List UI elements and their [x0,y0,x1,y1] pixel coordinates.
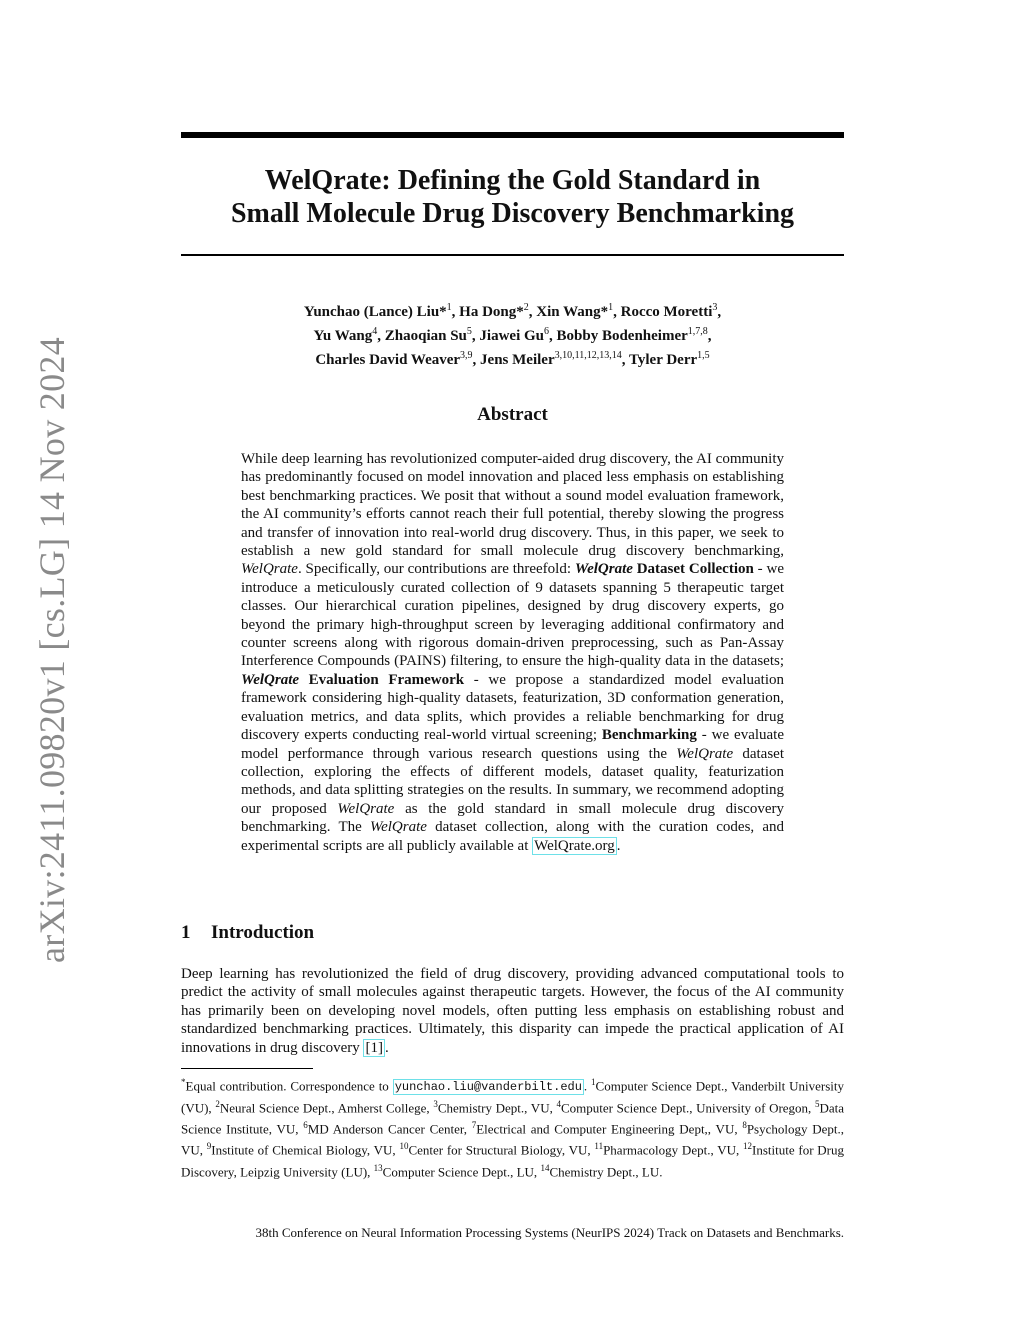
benchmarking-label: Benchmarking [601,727,697,744]
abstract-text: . [616,837,621,854]
affiliation-text: Data Science Institute, VU, [181,1100,844,1137]
intro-text: Deep learning has revolutionized the field of drug discovery, providing advanced computational tools to predict the activity of small molecules against therapeutic targets. However, the focus of the AI community has primarily been on developing novel models, often putting less emphasis on establishing robust and standardized benchmarking practices. Ultimately, this disparity can impede the practical application of AI innovations in drug discovery [181,966,844,1056]
title-top-rule [181,132,844,138]
affiliation-text: Chemistry Dept., LU. [549,1163,663,1179]
author-affiliation: 1 [608,302,614,313]
affiliation-number: 5 [814,1099,820,1110]
author-affiliation: 6 [544,326,549,337]
paper-title [181,164,844,230]
affiliation-number: 4 [556,1099,561,1110]
affiliation-number: 7 [471,1120,477,1131]
abstract-heading: Abstract [477,404,548,425]
abstract-text: dataset collection, along with the curation codes, and experimental scripts are all publicly available at [241,819,784,854]
introduction-paragraph [181,965,844,1057]
author-name: Yunchao (Lance) Liu* [303,304,447,320]
abstract-text: - we introduce a meticulously curated collection of 9 datasets spanning 5 therapeutic target classes. Our hierarchical curation pipelines, designed by drug discovery experts, go beyond the primary high-throughput screen by leveraging additional confirmatory and counter screens along with rigorous domain-driven preprocessing, such as Pan-Assay Interference Compounds (PAINS) filtering, to ensure the high-quality data in the datasets; [241,561,784,670]
author-line-3: Charles David Weaver$^{3,9}$, Jens Meiler$^{3,10,11,12,13,14}$, Tyler Derr$^{1,5}$ [315,350,710,368]
affiliation-number: 2 [215,1099,220,1110]
affiliation-number: 9 [206,1141,212,1152]
author-list [181,298,844,370]
correspondence-email-link[interactable]: yunchao.liu@vanderbilt.edu [394,1080,582,1095]
abstract-text: - we evaluate model performance through various research questions using the [241,727,785,762]
author-name: Charles David Weaver [315,352,461,368]
venue-footer: 38th Conference on Neural Information Processing Systems (NeurIPS 2024) Track on Datasets and Benchmarks. [255,1225,844,1240]
author-affiliation: 1,7,8 [687,326,708,337]
affiliation-text: Institute for Drug Discovery, Leipzig University (LU), [181,1142,845,1179]
author-affiliation: 3,10,11,12,13,14 [554,350,622,361]
footnote [181,1074,844,1181]
footnote-text: . [583,1078,592,1094]
author-affiliation: 4 [372,326,378,337]
affiliation-text: Computer Science Dept., University of Oregon, [560,1100,815,1116]
author-affiliation: 3 [712,302,718,313]
arxiv-side-stamp: arXiv:2411.09820v1 [cs.LG] 14 Nov 2024 [32,337,72,963]
affiliation-number: 14 [540,1162,550,1173]
section-heading-introduction [181,922,314,944]
author-affiliation: 1,5 [697,350,710,361]
author-name: Zhaoqian Su [384,328,467,344]
affiliation-text: Computer Science Dept., LU, [382,1163,541,1179]
abstract-text: dataset collection, exploring the effects of different models, dataset quality, featurization methods, and data splitting strategies on the results. In summary, we recommend adopting our proposed [241,745,784,817]
welqrate-italic: WelQrate [241,561,298,578]
author-name: Bobby Bodenheimer [556,328,688,344]
affiliation-number: 11 [594,1141,604,1152]
affiliation-number: 10 [399,1141,409,1152]
affiliation-text: Institute of Chemical Biology, VU, [211,1142,400,1158]
author-name: Ha Dong* [459,304,524,320]
dataset-collection-label: Dataset Collection [632,561,754,578]
affiliation-number: 8 [742,1120,747,1131]
title-line-1: WelQrate: Defining the Gold Standard in [264,165,761,196]
author-name: Xin Wang* [536,304,609,320]
footnote-marker: * [181,1077,186,1087]
author-name: Tyler Derr [628,352,698,368]
footnote-rule [181,1068,313,1069]
intro-text: . [384,1039,389,1056]
author-affiliation: 1 [446,302,452,313]
affiliation-text: Center for Structural Biology, VU, [408,1142,595,1158]
abstract-text: as the gold standard in small molecule drug discovery benchmarking. The [241,800,784,836]
abstract-text: While deep learning has revolutionized computer-aided drug discovery, the AI community has predominantly focused on model innovation and placed less emphasis on establishing best benchmarking practices. We posit that without a sound model evaluation framework, the AI community’s efforts cannot reach their full potential, thereby slowing the progress and transfer of innovation into real-world drug discovery. Thus, in this paper, we seek to establish a new gold standard for small molecule drug discovery benchmarking, [241,451,784,560]
author-affiliation: 2 [523,302,529,313]
author-name: Rocco Moretti [620,304,713,320]
section-title: Introduction [211,922,315,943]
author-name: Jens Meiler [480,352,555,368]
welqrate-org-link[interactable]: WelQrate.org [534,837,615,854]
affiliation-text: Computer Science Dept., Vanderbilt University (VU), [181,1078,845,1116]
affiliation-text: Neural Science Dept., Amherst College, [219,1100,434,1116]
welqrate-italic: WelQrate [676,745,734,762]
affiliation-number: 3 [433,1099,438,1110]
evaluation-framework-label: Evaluation Framework [299,671,465,688]
title-bottom-rule [181,254,844,256]
author-affiliation: 5 [466,326,472,337]
section-number: 1 [181,922,191,943]
affiliation-number: 13 [373,1162,383,1173]
affiliation-number: 1 [591,1077,596,1087]
affiliation-text: MD Anderson Cancer Center, [307,1121,472,1137]
author-name: Jiawei Gu [479,328,544,344]
welqrate-italic: WelQrate [337,800,395,817]
affiliation-text: Psychology Dept., VU, [181,1121,845,1158]
abstract-body [241,450,784,855]
author-name: Yu Wang [313,328,373,344]
welqrate-bold-italic: WelQrate [241,671,300,688]
abstract-text: - we propose a standardized model evaluation framework considering high-quality datasets, featurization, 3D conformation generation, evaluation metrics, and data splits, which provides a reliable benchmarking for drug discovery experts conducting real-world virtual screening; [241,671,785,744]
author-affiliation: 3,9 [460,350,473,361]
title-line-2: Small Molecule Drug Discovery Benchmarking [230,198,795,229]
welqrate-bold-italic: WelQrate [574,561,633,578]
citation-link[interactable]: [1] [365,1039,383,1056]
abstract-text: . Specifically, our contributions are threefold: [297,561,575,578]
affiliation-text: Pharmacology Dept., VU, [603,1142,744,1158]
author-line-1: Yunchao (Lance) Liu*$^1$, Ha Dong*$^2$, Xin Wang*$^1$, Rocco Moretti$^3$, [303,302,722,320]
affiliation-text: Chemistry Dept., VU, [437,1100,557,1116]
author-line-2: Yu Wang$^4$, Zhaoqian Su$^5$, Jiawei Gu$^6$, Bobby Bodenheimer$^{1,7,8}$, [313,326,712,344]
affiliation-number: 12 [743,1141,753,1152]
welqrate-italic: WelQrate [369,819,427,836]
footnote-text: Equal contribution. Correspondence to [185,1078,393,1094]
affiliation-text: Electrical and Computer Engineering Dept,, VU, [476,1121,743,1137]
affiliation-number: 6 [303,1120,308,1131]
